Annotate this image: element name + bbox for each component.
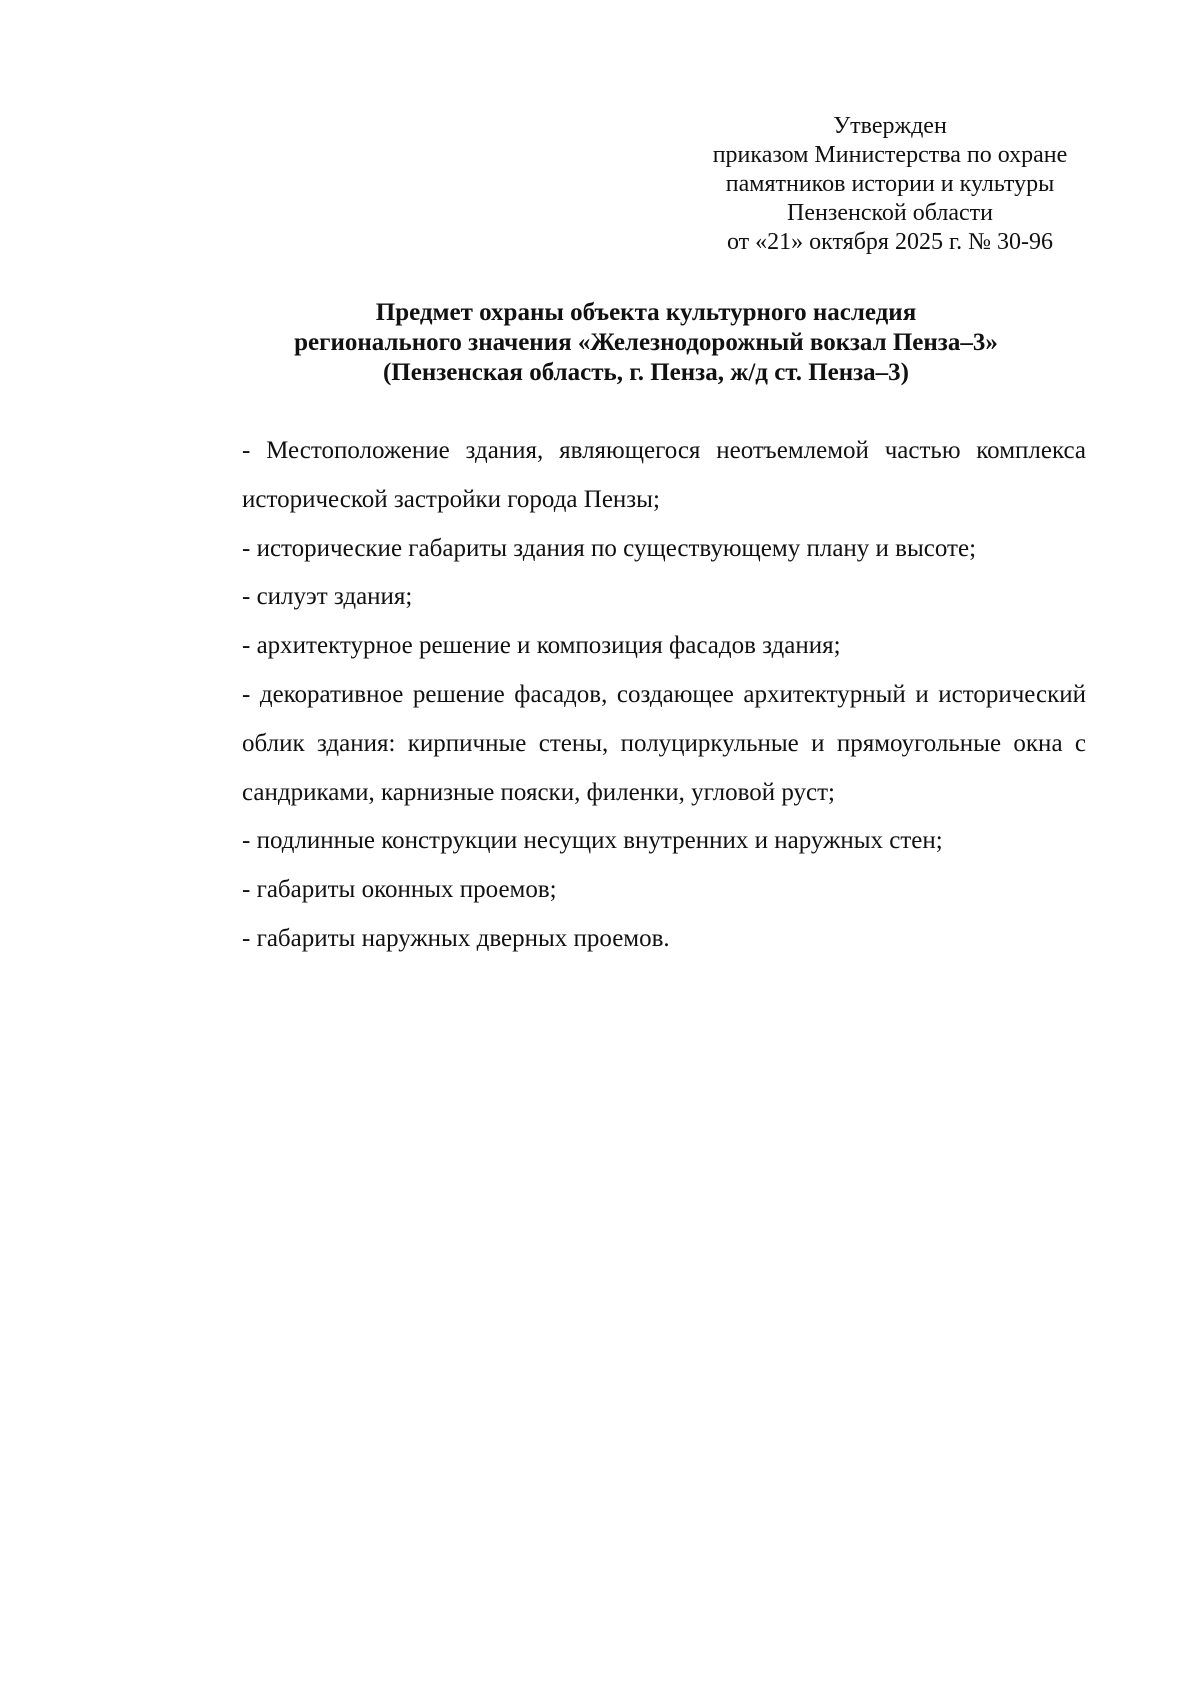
list-item: - габариты наружных дверных проемов.	[242, 924, 670, 952]
title-line: (Пензенская область, г. Пенза, ж/д ст. Пенза–3)	[382, 359, 910, 386]
list-item: - архитектурное решение и композиция фасадов здания;	[242, 632, 841, 660]
list-item: - силуэт здания;	[242, 583, 413, 611]
list-item: - исторические габариты здания по существующему плану и высоте;	[242, 534, 977, 562]
document-title	[240, 298, 1052, 388]
approval-date-number: от «21» октября 2025 г. № 30-96	[726, 229, 1053, 255]
approval-line: Утвержден	[833, 113, 947, 139]
list-item: - габариты оконных проемов;	[242, 876, 557, 904]
title-line: Предмет охраны объекта культурного наследия	[375, 299, 917, 326]
list-item: - Местоположение здания, являющегося неотъемлемой частью комплекса исторической застройки города Пензы;	[242, 437, 1086, 513]
list-item: - подлинные конструкции несущих внутренних и наружных стен;	[242, 827, 943, 855]
approval-line: Пензенской области	[787, 200, 993, 226]
protection-items-list	[242, 427, 1086, 964]
approval-line: приказом Министерства по охране	[712, 142, 1068, 168]
approval-stamp	[670, 112, 1110, 257]
title-line: регионального значения «Железнодорожный вокзал Пенза–3»	[294, 329, 998, 356]
approval-line: памятников истории и культуры	[725, 171, 1055, 197]
list-item: - декоративное решение фасадов, создающее архитектурный и исторический облик здания: кирпичные стены, полуциркульные и прямоугольные окна с сандриками, карнизные пояски, филенки, угловой руст;	[242, 680, 1086, 806]
